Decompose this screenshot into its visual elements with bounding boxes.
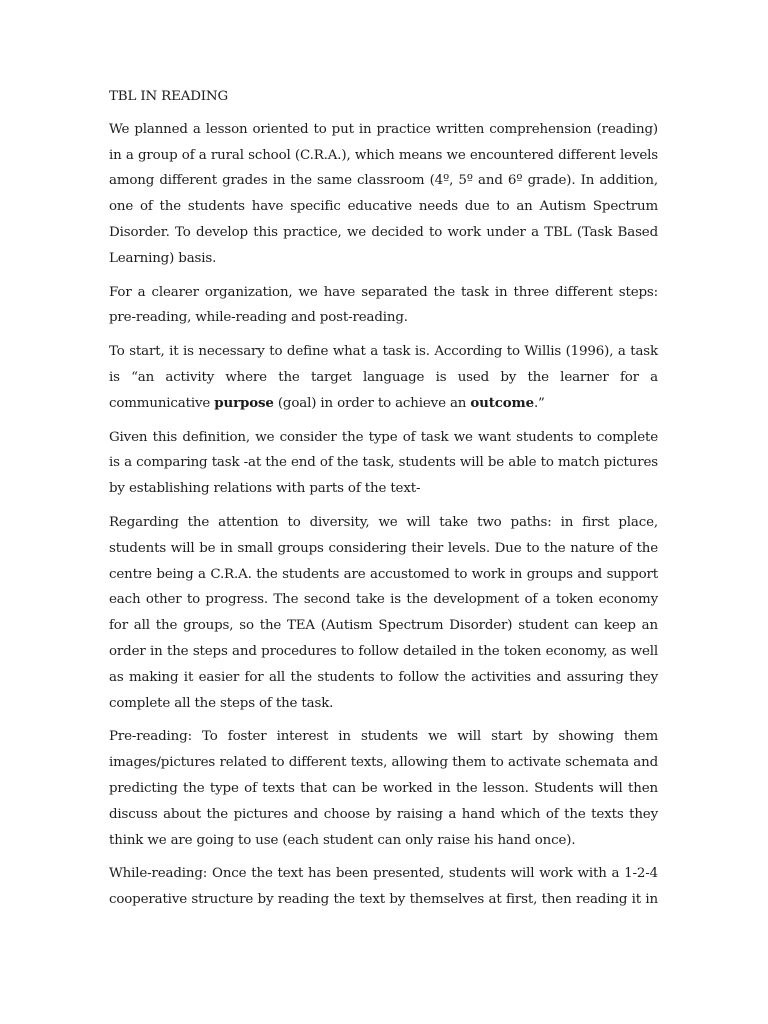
- paragraph-task-definition: [109, 339, 658, 416]
- purpose-bold: purpose: [214, 394, 274, 411]
- task-definition-text-1: To start, it is necessary to define what a task is. According to Willis (1996), a task is “an activity where the target language is used by the learner for a communicative: [109, 344, 658, 411]
- paragraph-organization: For a clearer organization, we have separated the task in three different steps: pre-reading, while-reading and post-reading.: [109, 284, 658, 326]
- outcome-bold: outcome: [470, 394, 534, 411]
- paragraph-pre-reading: Pre-reading: To foster interest in students we will start by showing them images/pictures related to different texts, allowing them to activate schemata and predicting the type of texts that can be worked in the lesson. Students will then discuss about the pictures and choose by raising a hand which of the texts they think we are going to use (each student can only raise his hand once).: [109, 729, 658, 848]
- document-title: TBL IN READING: [109, 89, 229, 104]
- paragraph-while-reading: While-reading: Once the text has been presented, students will work with a 1-2-4 cooperative structure by reading the text by themselves at first, then reading it in: [109, 866, 658, 908]
- task-definition-text-3: .”: [533, 395, 545, 411]
- paragraph-task-type: Given this definition, we consider the type of task we want students to complete is a comparing task -at the end of the task, students will be able to match pictures by establishing relations with parts of the text-: [109, 429, 658, 497]
- task-definition-text-2: (goal) in order to achieve an: [273, 395, 471, 411]
- paragraph-intro: We planned a lesson oriented to put in practice written comprehension (reading) in a group of a rural school (C.R.A.), which means we encountered different levels among different grades in the same classroom (4º, 5º and 6º grade). In addition, one of the students have specific educative needs due to an Autism Spectrum Disorder. To develop this practice, we decided to work under a TBL (Task Based Learning) basis.: [109, 121, 658, 266]
- paragraph-diversity: Regarding the attention to diversity, we will take two paths: in first place, students will be in small groups considering their levels. Due to the nature of the centre being a C.R.A. the students are accustomed to work in groups and support each other to progress. The second take is the development of a token economy for all the groups, so the TEA (Autism Spectrum Disorder) student can keep an order in the steps and procedures to follow detailed in the token economy, as well as making it easier for all the students to follow the activities and assuring they complete all the steps of the task.: [109, 514, 658, 711]
- document-body: [109, 84, 658, 921]
